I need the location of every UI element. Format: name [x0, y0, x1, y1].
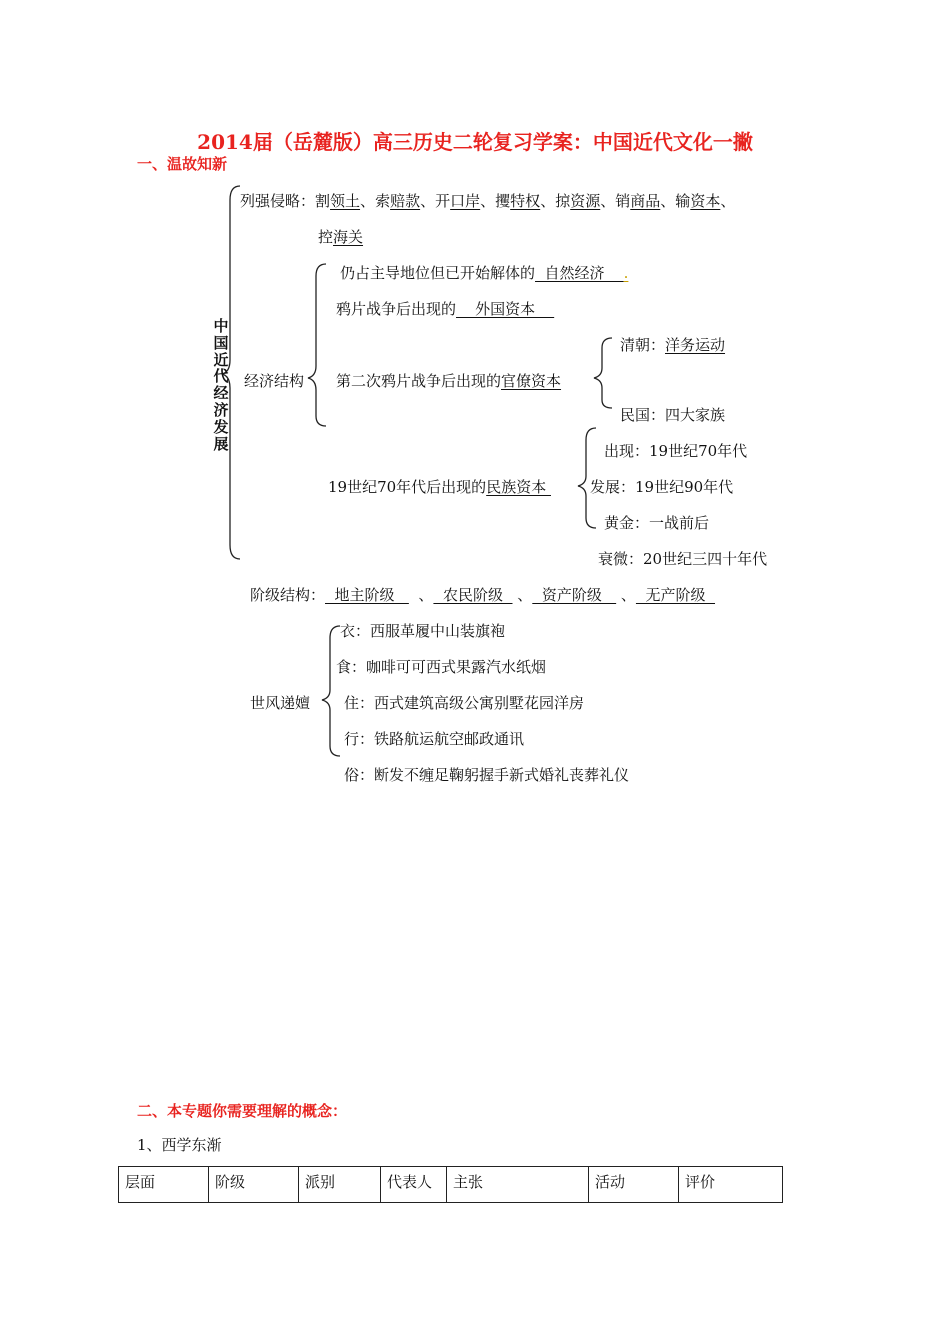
- bureaucratic-row: [336, 370, 561, 391]
- foreign-capital-row: [336, 298, 554, 319]
- invasion-pre: 索: [375, 192, 391, 210]
- invasion-pre: 开: [435, 192, 451, 210]
- table-header-cell: 主张: [447, 1167, 589, 1203]
- class-item: 农民阶级: [433, 586, 513, 604]
- custom-item: 衣：西服革履中山装旗袍: [340, 622, 506, 640]
- class-item: 资产阶级: [532, 586, 617, 604]
- sep: 、: [540, 192, 556, 210]
- national-row: [328, 476, 551, 497]
- invasion-pre: 割: [315, 192, 331, 210]
- table-header-cell: 代表人: [381, 1167, 447, 1203]
- sep: 、: [620, 586, 636, 604]
- foreign-text: 鸦片战争后出现的: [336, 300, 457, 318]
- qing-row: [620, 334, 725, 355]
- section-2-sub: 1、西学东渐: [137, 1136, 222, 1154]
- class-item: 地主阶级: [325, 586, 409, 604]
- natural-text: 仍占主导地位但已开始解体的: [340, 264, 536, 282]
- natural-economy-row: [340, 262, 628, 283]
- minguo-row: 民国：四大家族: [620, 406, 726, 424]
- invasion-pre: 控: [318, 228, 334, 246]
- class-label: 阶级结构：: [250, 586, 326, 604]
- invasion-item: 特权: [510, 192, 541, 210]
- invasion-item: 海关: [333, 228, 364, 246]
- economy-brace: [308, 264, 326, 426]
- table-header-row: [119, 1167, 783, 1203]
- class-structure-row: [250, 584, 715, 605]
- economy-label: 经济结构: [244, 372, 305, 390]
- table-header-cell: 派别: [299, 1167, 381, 1203]
- national-appear: 出现：19世纪70年代: [604, 442, 748, 460]
- sep: 、: [480, 192, 496, 210]
- table-header-cell: 阶级: [209, 1167, 299, 1203]
- bureaucratic-fill: 官僚资本: [501, 372, 562, 390]
- invasion-line-1: [240, 190, 735, 211]
- sep: 、: [420, 192, 436, 210]
- invasion-item: 资本: [690, 192, 721, 210]
- sep: 、: [720, 192, 736, 210]
- page-title: 2014届（岳麓版）高三历史二轮复习学案：中国近代文化一撇: [197, 130, 753, 154]
- invasion-item: 赔款: [390, 192, 421, 210]
- custom-item: 食：咖啡可可西式果露汽水纸烟: [336, 658, 547, 676]
- section-1-heading: 一、温故知新: [137, 155, 228, 173]
- national-decline: 衰微：20世纪三四十年代: [598, 550, 768, 568]
- invasion-item: 领土: [330, 192, 361, 210]
- invasion-item: 资源: [570, 192, 601, 210]
- invasion-pre: 输: [675, 192, 691, 210]
- natural-fill: 自然经济: [535, 264, 624, 282]
- national-develop: 发展：19世纪90年代: [590, 478, 734, 496]
- custom-brace: [322, 626, 340, 756]
- invasion-lead: 列强侵略：: [240, 192, 316, 210]
- qing-fill: 洋务运动: [665, 336, 726, 354]
- concept-table: [118, 1166, 783, 1203]
- custom-label: 世风递嬗: [250, 694, 311, 712]
- custom-item: 行：铁路航运航空邮政通讯: [344, 730, 525, 748]
- invasion-pre: 攫: [495, 192, 511, 210]
- national-golden: 黄金：一战前后: [604, 514, 710, 532]
- bureaucratic-text: 第二次鸦片战争后出现的: [336, 372, 502, 390]
- table-header-cell: 活动: [589, 1167, 679, 1203]
- table-header-cell: 评价: [679, 1167, 783, 1203]
- vertical-label: 中国近代经济发展: [213, 317, 229, 453]
- section-2-heading: 二、本专题你需要理解的概念：: [137, 1102, 348, 1120]
- sep: 、: [517, 586, 533, 604]
- invasion-pre: 销: [615, 192, 631, 210]
- class-item: 无产阶级: [635, 586, 716, 604]
- bureaucratic-brace: [594, 338, 612, 408]
- sep: 、: [360, 192, 376, 210]
- qing-label: 清朝：: [620, 336, 666, 354]
- national-text: 19世纪70年代后出现的: [328, 478, 487, 496]
- national-fill: 民族资本: [486, 478, 551, 496]
- custom-item: 住：西式建筑高级公寓别墅花园洋房: [344, 694, 585, 712]
- invasion-pre: 掠: [555, 192, 571, 210]
- natural-dot: .: [623, 264, 629, 282]
- foreign-fill: 外国资本: [456, 300, 555, 318]
- invasion-item: 口岸: [450, 192, 481, 210]
- custom-item: 俗：断发不缠足鞠躬握手新式婚礼丧葬礼仪: [344, 766, 630, 784]
- table-header-cell: 层面: [119, 1167, 209, 1203]
- sep: 、: [418, 586, 434, 604]
- sep: 、: [660, 192, 676, 210]
- invasion-item: 商品: [630, 192, 661, 210]
- invasion-line-2: [318, 226, 363, 247]
- sep: 、: [600, 192, 616, 210]
